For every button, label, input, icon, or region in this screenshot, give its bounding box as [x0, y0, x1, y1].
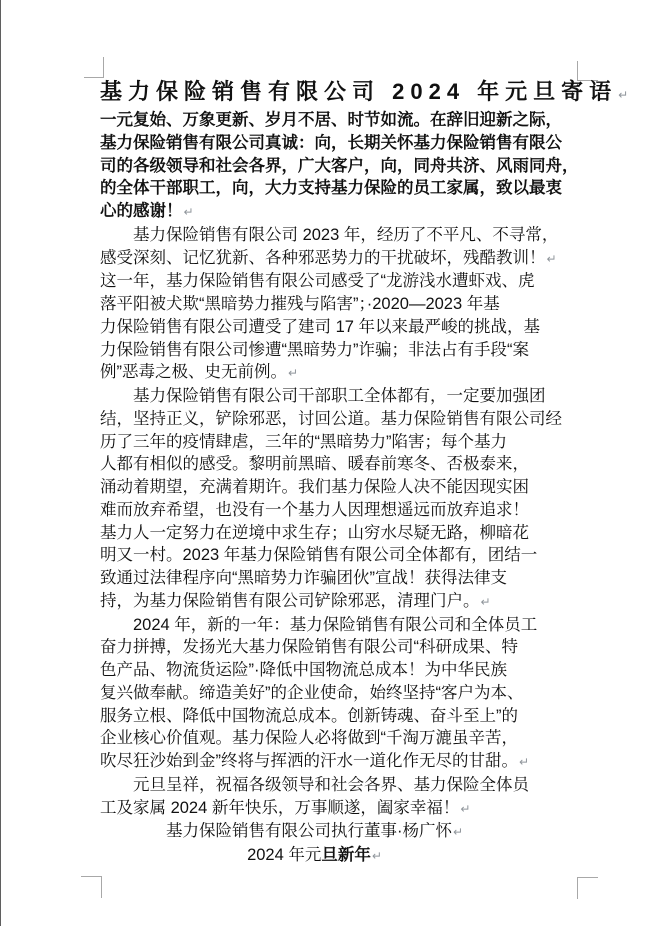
crop-mark-bottom-right [577, 877, 598, 899]
doc-line [100, 705, 579, 728]
doc-line-text: 力保险销售有限公司惨遭“黑暗势力”诈骗；非法占有手段“案 [100, 340, 529, 359]
doc-line [100, 339, 579, 362]
doc-line-text: 致通过法律程序向“黑暗势力诈骗团伙”宣战！获得法律支 [100, 569, 507, 587]
doc-line-text: 历了三年的疫情肆虐，三年的“黑暗势力”陷害；每个基力 [100, 432, 507, 451]
line-break-mark: ↵ [480, 594, 491, 609]
doc-line [100, 499, 579, 522]
doc-line [100, 408, 579, 431]
doc-line-text: 服务立根、降低中国物流总成本。创新铸魂、奋斗至上”的 [100, 706, 518, 725]
doc-line [100, 614, 579, 637]
doc-line-text: 一元复始、万象更新、岁月不居、时节如流。在辞旧迎新之际， [100, 111, 562, 129]
text-area [100, 78, 629, 868]
doc-line [100, 361, 579, 385]
doc-title [100, 78, 629, 109]
signature-line [100, 820, 579, 844]
doc-line [100, 109, 579, 132]
doc-line [100, 155, 579, 178]
doc-line [100, 750, 579, 774]
doc-line [100, 132, 579, 155]
doc-line-text: 吹尽狂沙始到金”终将与挥洒的汗水一道化作无尽的甘甜。 [100, 752, 518, 770]
doc-line [100, 590, 579, 614]
doc-line [100, 224, 579, 247]
doc-line [100, 522, 579, 545]
body-lines [100, 109, 579, 868]
doc-line-text: 持，为基力保险销售有限公司铲除邪恶，清理门户。 [100, 591, 480, 610]
doc-line [100, 316, 579, 339]
doc-line-text: 基力保险销售有限公司 2023 年，经历了不平凡、不寻常， [100, 225, 559, 244]
doc-line-text: 力保险销售有限公司遭受了建司 17 年以来最严峻的挑战，基 [100, 317, 541, 336]
date-line [100, 844, 579, 868]
doc-line [100, 797, 579, 821]
doc-line [100, 682, 579, 705]
doc-line [100, 247, 579, 271]
line-break-mark: ↵ [452, 825, 464, 840]
doc-line-text: 例”恶毒之极、史无前例。 [100, 363, 287, 382]
doc-line [100, 200, 579, 224]
doc-title-text: 基力保险销售有限公司 2024 年元旦寄语 [100, 79, 618, 104]
doc-line-text: 人都有相似的感受。黎明前黑暗、暖春前寒冬、否极泰来， [100, 455, 529, 474]
doc-line [100, 774, 579, 797]
doc-line-text: 基力人一定努力在逆境中求生存；山穷水尽疑无路，柳暗花 [100, 523, 529, 542]
doc-line-text: 这一年，基力保险销售有限公司感受了“龙游浅水遭虾戏、虎 [100, 272, 535, 291]
line-break-mark: ↵ [183, 205, 194, 219]
doc-line-text: 涌动着期望，充满着期许。我们基力保险人决不能因现实困 [100, 478, 529, 496]
doc-line-text: 结，坚持正义，铲除邪恶，讨回公道。基力保险销售有限公司经 [100, 409, 562, 428]
crop-mark-bottom-left [81, 876, 102, 898]
doc-line-text: 基力保险销售有限公司干部职工全体都有，一定要加强团 [100, 387, 546, 405]
doc-line-text: 旦新年 [321, 846, 371, 864]
doc-line [100, 431, 579, 454]
doc-line [100, 385, 579, 408]
doc-line [100, 270, 579, 293]
doc-line-text: 心的感谢！ [100, 202, 183, 220]
doc-line-text: 的全体干部职工，向，大力支持基力保险的员工家属，致以最衷 [100, 179, 562, 198]
doc-line [100, 659, 579, 682]
doc-line-text: 感受深刻、记忆犹新、各种邪恶势力的干扰破坏，残酷教训！ [100, 248, 546, 267]
line-break-mark: ↵ [546, 251, 557, 266]
line-break-mark: ↵ [288, 366, 299, 381]
doc-line [100, 476, 579, 499]
doc-line-text: 奋力拼搏，发扬光大基力保险销售有限公司“科研成果、特 [100, 638, 518, 657]
doc-line-text: 工及家属 2024 新年快乐，万事顺遂，阖家幸福！ [100, 798, 460, 817]
doc-line-text: 明又一村。2023 年基力保险销售有限公司全体都有，团结一 [100, 546, 538, 565]
line-break-mark: ↵ [371, 849, 382, 863]
doc-line-text: 难而放弃希望，也没有一个基力人因理想遥远而放弃追求！ [100, 500, 529, 519]
line-break-mark: ↵ [618, 88, 629, 102]
crop-mark-top-right [577, 61, 598, 81]
doc-line-text: 基力保险销售有限公司真诚：向，长期关怀基力保险销售有限公 [100, 133, 562, 152]
doc-line [100, 567, 579, 590]
doc-line-text: 色产品、物流货运险”·降低中国物流总成本！为中华民族 [100, 661, 507, 679]
doc-line-text: 落平阳被犬欺“黑暗势力摧残与陷害”；·2020—2023 年基 [100, 295, 500, 313]
page-edge-line [0, 0, 1, 926]
doc-line [100, 636, 579, 659]
line-break-mark: ↵ [460, 801, 471, 816]
doc-line-text: 元旦呈祥，祝福各级领导和社会各界、基力保险全体员 [100, 775, 529, 794]
line-break-mark: ↵ [519, 755, 530, 769]
doc-line-text: 复兴做奉献。缔造美好”的企业使命，始终坚持“客户为本、 [100, 683, 524, 702]
crop-mark-top-left [84, 57, 104, 78]
doc-line-text: 基力保险销售有限公司执行董事·杨广怀 [165, 822, 452, 841]
doc-line [100, 177, 579, 200]
doc-line-text: 企业核心价值观。基力保险人必将做到“千淘万漉虽辛苦， [100, 729, 518, 748]
doc-line [100, 293, 579, 316]
doc-line-text: 司的各级领导和社会各界，广大客户，向，同舟共济、风雨同舟， [100, 156, 579, 175]
doc-line-text: 2024 年，新的一年：基力保险销售有限公司和全体员工 [100, 615, 538, 634]
doc-line-text: 2024 年元 [247, 846, 322, 864]
doc-line [100, 544, 579, 567]
doc-line [100, 453, 579, 476]
doc-line [100, 727, 579, 750]
